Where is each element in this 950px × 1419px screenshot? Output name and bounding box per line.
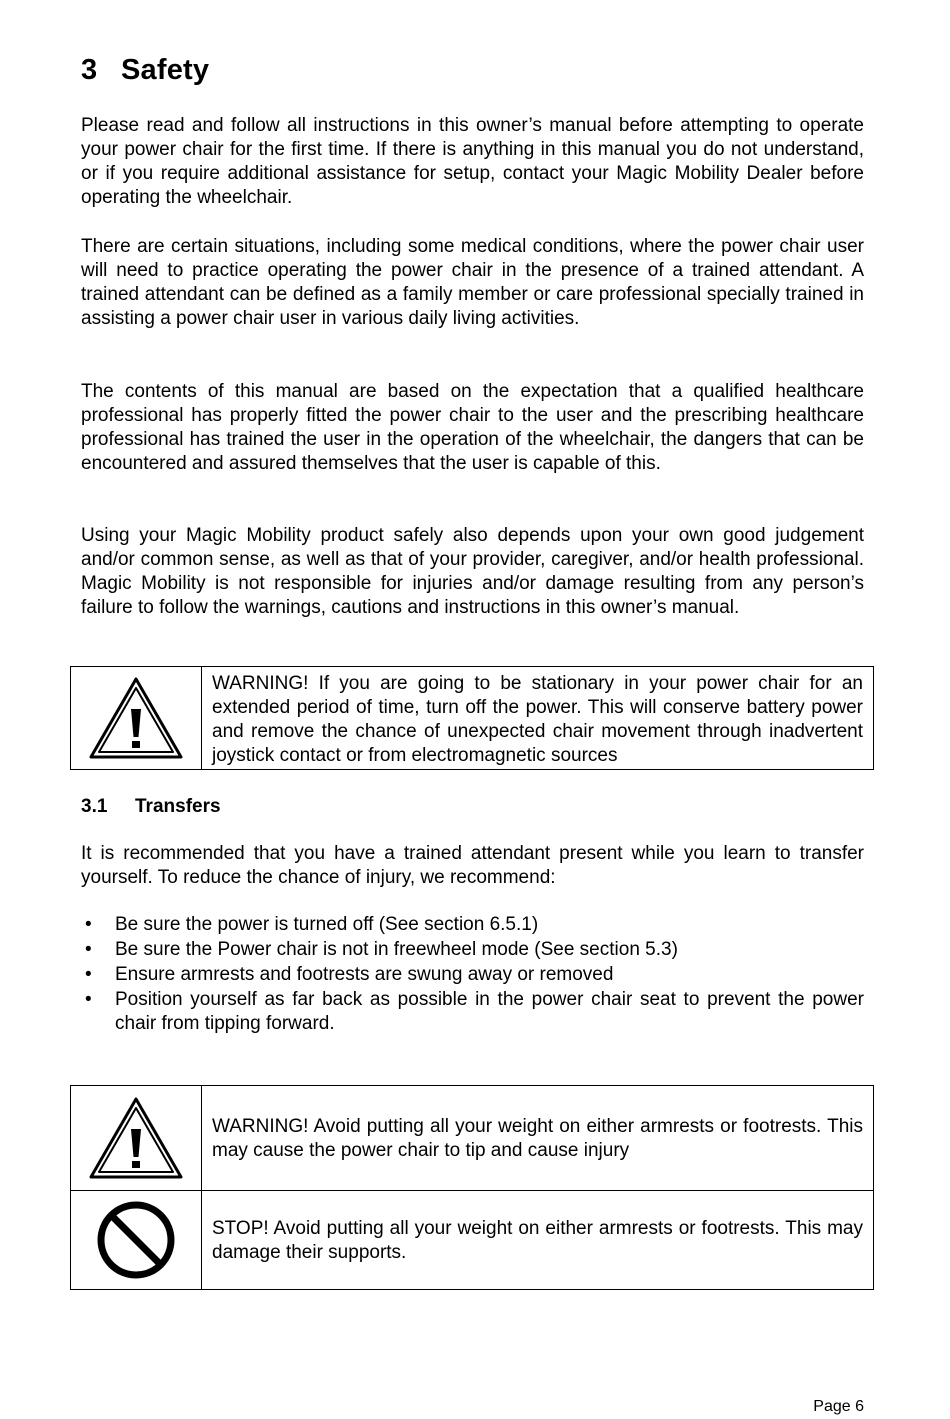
armrest-warning-cell [202,1086,873,1190]
responsibility-paragraph: Using your Magic Mobility product safely also depends upon your own good judgement and/or common sense, as well as that of your provider, caregiver, and/or health professional. Magic Mobility is not responsible for injuries and/or damage resulting from any person’s failure to follow the warnings, cautions and instructions in this owner’s manual. [81,525,864,618]
transfers-intro-paragraph: It is recommended that you have a trained attendant present while you learn to transfer yourself. To reduce the chance of injury, we recommend: [81,843,864,888]
section-number: 3 [81,54,98,86]
healthcare-paragraph: The contents of this manual are based on the expectation that a qualified healthcare professional has properly fitted the power chair to the user and the prescribing healthcare professional has trained the user in the operation of the wheelchair, the dangers that can be encountered and assured themselves that the user is capable of this. [81,381,864,474]
list-item: • Be sure the Power chair is not in freewheel mode (See section 5.3) [85,939,678,960]
intro-paragraph: Please read and follow all instructions in this owner’s manual before attempting to operate your power chair for the first time. If there is anything in this manual you do not understand, or if you require additional assistance for setup, contact your Magic Mobility Dealer before operating the wheelchair. [81,115,864,208]
bullet-marker: • [85,964,92,985]
list-item: • Position yourself as far back as possible in the power chair seat to prevent the power chair from tipping forward. [85,989,864,1034]
subsection-title: Transfers [135,796,221,817]
subsection-heading [81,796,221,818]
list-item: • Ensure armrests and footrests are swung away or removed [85,964,614,985]
armrest-stop-cell [202,1191,873,1289]
bullet-marker: • [85,914,92,935]
warning-stationary-box [70,666,874,770]
armrest-warning-table [70,1085,874,1290]
bullet-marker: • [85,939,92,960]
prohibited-icon [71,1191,202,1289]
bullet-marker: • [85,989,92,1010]
warning-triangle-icon [71,1086,202,1190]
transfer-recommendations-list [81,913,864,1037]
section-title: Safety [121,54,210,86]
section-heading [81,54,209,87]
list-item: • Be sure the power is turned off (See section 6.5.1) [85,914,539,935]
page-number: Page 6 [813,1398,864,1415]
armrest-warning-text: WARNING! Avoid putting all your weight on either armrests or footrests. This may cause the power chair to tip and cause injury [212,1115,863,1161]
warning-triangle-icon [71,667,202,769]
warning-stationary-text: WARNING! If you are going to be stationary in your power chair for an extended period of time, turn off the power. This will conserve battery power and remove the chance of unexpected chair movement through inadvertent joystick contact or from electromagnetic sources [212,673,863,766]
armrest-stop-text: STOP! Avoid putting all your weight on either armrests or footrests. This may damage their supports. [212,1217,863,1263]
subsection-number: 3.1 [81,796,108,817]
attendant-paragraph: There are certain situations, including some medical conditions, where the power chair user will need to practice operating the power chair in the presence of a trained attendant. A trained attendant can be defined as a family member or care professional specially trained in assisting a power chair user in various daily living activities. [81,236,864,329]
